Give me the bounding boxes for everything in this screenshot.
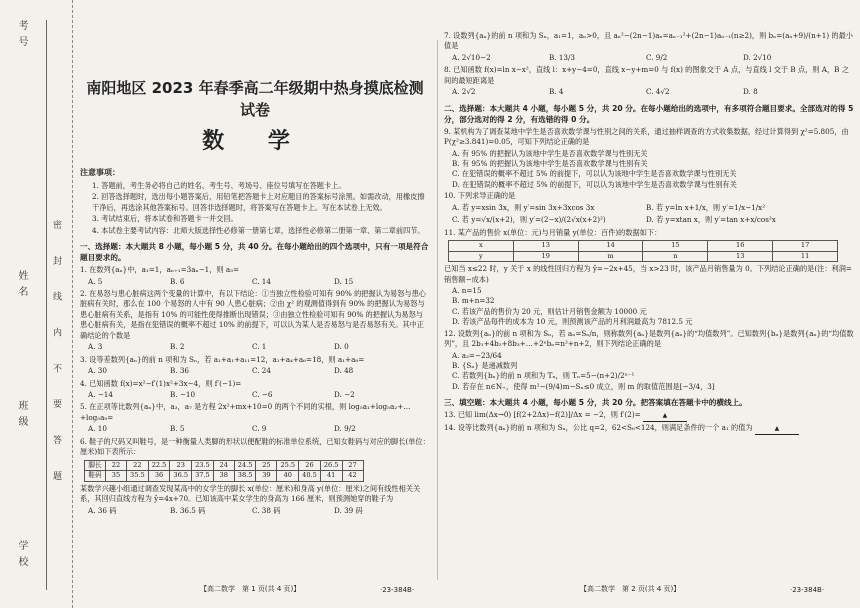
option: B. 若 y=ln x+1/x，则 y′=1/x−1/x² (646, 202, 766, 212)
table-row-label: x (449, 241, 514, 252)
table-cell: 38 (213, 471, 234, 482)
option: A. n=15 (452, 285, 482, 295)
option: A. a₃=−23/64 (452, 350, 502, 360)
right-column (444, 0, 854, 608)
option: D. 0 (334, 342, 349, 352)
option: B. 36 (170, 366, 189, 376)
table-cell: 38.5 (234, 471, 256, 482)
question-13 (444, 410, 854, 422)
question-13-text: 13. 已知 lim(Δx→0) [f(2+2Δx)−f(2)]/Δx = −2，则 f′(2)= (444, 410, 641, 420)
exam-title: 南阳地区 2023 年春季高二年级期中热身摸底检测试卷 (86, 79, 424, 119)
exam-subject: 数 学 (202, 128, 308, 154)
seal-line (46, 20, 47, 590)
table-cell: 24 (213, 460, 234, 471)
option: B. 5 (170, 424, 185, 434)
question-2: 2. 在易怒与患心脏病这两个变量的计算中，有以下结论：①当独立性检验可知有 90% 的把握认为易怒与患心脏病有关时，那么在 100 个易怒的人中有 90 人患心脏病；②由 χ² 的观测值得到有 90% 的把握认为易怒与患心脏病有关系，是指有 10% 的可能性使得推断出现错误；③由独立性检验可知有 90% 的把握认为易怒与患心脏病有关，是指在犯错误的概率不超过 10% 的前提下，可以认为某人是否易怒与是否易怒有关。其中正确结论的个数是 (80, 289, 426, 340)
option: A. 若 y=xsin 3x，则 y′=sin 3x+3xcos 3x (452, 202, 595, 212)
table-cell: 16 (708, 241, 773, 252)
shoe-size-table (84, 460, 364, 482)
question-14-text: 14. 设等比数列{aₙ}的前 n 项和为 Sₙ，公比 q=2，62<S₆<124，则满足条件的一个 a₁ 的值为 (444, 423, 753, 433)
option: D. 48 (334, 366, 354, 376)
table-cell: 17 (773, 241, 838, 252)
table-cell: n (643, 251, 708, 262)
question-7-options (452, 53, 840, 63)
option: A. −14 (88, 389, 113, 399)
table-cell: 23.5 (192, 460, 214, 471)
option: D. 2√10 (743, 52, 772, 62)
option: B. m+n=32 (452, 296, 495, 306)
table-row-label: 脚长 (85, 460, 106, 471)
table-cell: 41 (320, 471, 342, 482)
option: C. 38 码 (252, 505, 281, 515)
question-6-options (88, 506, 416, 516)
table-cell: 22 (127, 460, 149, 471)
option: B. 6 (170, 276, 185, 286)
paper-code: ·23-384B· (380, 586, 415, 594)
table-cell: 26 (299, 460, 321, 471)
blank-marker: ▲ (774, 425, 780, 433)
option: B. −10 (170, 389, 196, 399)
page-footer: 【高二数学 第 1 页(共 4 页)】 (200, 585, 301, 593)
blank-marker: ▲ (662, 412, 668, 420)
question-3: 3. 设等差数列{aₙ}的前 n 项和为 Sₙ，若 a₁+a₁+a₁₁=12，a₁+a₄+a₆=18，则 a₁+a₈= (80, 354, 365, 364)
table-row (449, 251, 838, 262)
question-2-options (88, 342, 416, 352)
option: C. 14 (252, 276, 271, 286)
column-divider (437, 40, 438, 580)
table-cell: m (578, 251, 643, 262)
question-4-options (88, 390, 416, 400)
question-10-options-ab (452, 203, 840, 213)
section-heading: 一、选择题：本大题共 8 小题，每小题 5 分，共 40 分。在每小题给出的四个选项中，只有一项是符合题目要求的。 (80, 242, 429, 263)
left-column (80, 0, 430, 608)
table-row (449, 241, 838, 252)
table-cell: 13 (708, 251, 773, 262)
question-8-options (452, 87, 840, 97)
table-cell: 40.5 (299, 471, 321, 482)
option: B. 2 (170, 342, 185, 352)
option: A. 36 码 (88, 505, 117, 515)
table-cell: 22 (106, 460, 127, 471)
price-sales-table (448, 240, 838, 262)
option: A. 10 (88, 424, 107, 434)
option: B. 13/3 (549, 52, 575, 62)
table-cell: 36 (148, 471, 170, 482)
table-cell: 37.5 (192, 471, 214, 482)
table-cell: 13 (513, 241, 578, 252)
exam-no-label: 考号 (16, 20, 27, 52)
section-heading: 三、填空题：本大题共 4 小题，每小题 5 分，共 20 分。把答案填在答题卡中的横线上。 (444, 398, 747, 408)
option: D. 若 y=xtan x，则 y′=tan x+x/cos²x (646, 215, 776, 225)
option: C. 在犯错误的概率不超过 5% 的前提下，可以认为该地中学生是否喜欢数学课与性别无关 (452, 169, 737, 179)
question-1-options (88, 277, 416, 287)
option: D. 8 (743, 87, 758, 97)
option: A. 有 95% 的把握认为该地中学生是否喜欢数学课与性别无关 (452, 148, 648, 158)
section-heading: 二、选择题：本大题共 4 小题，每小题 5 分，共 20 分。在每小题给出的选项中，有多项符合题目要求。全部选对的得 5 分，部分选对的得 2 分，有选错的得 0 分。 (444, 103, 854, 124)
table-cell: 24.5 (234, 460, 256, 471)
option: C. 9 (252, 424, 267, 434)
option: A. 5 (88, 276, 103, 286)
note-item: 3. 考试结束后，将本试卷和答题卡一并交回。 (92, 214, 238, 224)
option: D. 若该产品每件的成本为 10 元，则预测该产品的月利润最高为 7812.5 元 (452, 317, 693, 327)
table-cell: 36.5 (170, 471, 192, 482)
table-cell: 19 (513, 251, 578, 262)
answer-blank (643, 410, 687, 422)
option: A. 2√10−2 (452, 52, 491, 62)
option: B. {Sₙ} 是递减数列 (452, 361, 518, 371)
question-12: 12. 设数列{aₙ}的前 n 项和为 Sₙ，若 aₙ=Sₙ/n，则称数列{aₙ}是数列{aₙ}的“均值数列”。已知数列{bₙ}是数列{aₙ}的“均值数列”，且 2b₁+4b₂+8b₃+…+2ⁿbₙ=n²+n+2，则下列结论正确的是 (444, 328, 854, 349)
option: D. 若存在 n∈N₊，使得 m²−(9/4)m−Sₙ≤0 成立，则 m 的取值范围是[−3/4，3] (452, 381, 715, 391)
school-label: 学校 (16, 540, 27, 572)
table-cell: 27 (342, 460, 363, 471)
table-cell: 40 (277, 471, 299, 482)
page-footer: 【高二数学 第 2 页(共 4 页)】 (580, 585, 681, 593)
question-1: 1. 在数列{aₙ}中，a₁=1，aₙ₊₁=3aₙ−1，则 a₃= (80, 265, 240, 275)
option: C. 若数列{bₙ}的前 n 项和为 Tₙ，则 Tₙ=5−(n+2)/2ⁿ⁻¹ (452, 371, 635, 381)
answer-blank (755, 423, 799, 435)
table-cell: 25.5 (277, 460, 299, 471)
table-cell: 23 (170, 460, 192, 471)
table-cell: 26.5 (320, 460, 342, 471)
option: A. 2√2 (452, 87, 476, 97)
binding-strip (0, 0, 73, 608)
table-cell: 25 (256, 460, 277, 471)
name-label: 姓名 (16, 270, 27, 302)
note-item: 4. 本试卷主要考试内容：北师大版选择性必修第一册第七章，选择性必修第二册第一章、第二章前四节。 (92, 225, 425, 235)
question-9: 9. 某机构为了调查某地中学生是否喜欢数学课与性别之间的关系，通过抽样调查的方式收集数据，经过计算得到 χ²=5.805，由 P(χ²≥3.841)=0.05，可知下列结论正确的是 (444, 126, 849, 147)
option: B. 36.5 码 (170, 505, 206, 515)
option: C. 若 y=√x/(x+2)，则 y′=(2−x)/(2√x(x+2)²) (452, 215, 606, 225)
table-cell: 42 (342, 471, 363, 482)
question-11-continued: 已知当 x≤22 时，y 关于 x 的线性回归方程为 ŷ=−2x+45，当 x>23 时，该产品月销售量为 0。下列结论正确的是(注：利润=销售额−成本) (444, 264, 852, 284)
option: B. 4 (549, 87, 564, 97)
option: D. 9/2 (334, 424, 356, 434)
question-4: 4. 已知函数 f(x)=x²−f′(1)x²+3x−4，则 f′(−1)= (80, 378, 242, 388)
notes-heading: 注意事项： (80, 168, 120, 178)
option: B. 有 95% 的把握认为该地中学生是否喜欢数学课与性别有关 (452, 158, 648, 168)
question-6: 6. 鞋子的尺码又叫鞋号，是一种衡量人类脚的形状以便配鞋的标准单位系统，已知女鞋码与对应的脚长(单位：厘米)如下表所示： (80, 436, 430, 457)
option: D. 在犯错误的概率不超过 5% 的前提下，可以认为该地中学生是否喜欢数学课与性别有关 (452, 179, 737, 189)
table-cell: 35.5 (127, 471, 149, 482)
table-cell: 15 (643, 241, 708, 252)
option: C. 9/2 (646, 52, 668, 62)
question-14 (444, 423, 854, 435)
question-5: 5. 在正项等比数列{aₙ}中，a₃，a₇ 是方程 2x²+mx+10=0 的两个不同的实根，则 log₅a₁+log₅a₂+…+log₅a₉= (80, 402, 411, 422)
option: C. −6 (252, 389, 273, 399)
question-3-options (88, 366, 416, 376)
table-row-label: 鞋码 (85, 471, 106, 482)
question-5-options (88, 424, 416, 434)
note-item: 1. 答题前，考生务必将自己的姓名、考生号、考场号、座位号填写在答题卡上。 (92, 180, 346, 190)
option: D. 15 (334, 276, 354, 286)
option: A. 30 (88, 366, 107, 376)
question-11: 11. 某产品的售价 x(单位：元)与月销量 y(单位：百件)的数据如下： (444, 227, 662, 237)
class-label: 班级 (16, 400, 27, 432)
option: A. 3 (88, 342, 103, 352)
table-cell: 35 (106, 471, 127, 482)
option: C. 1 (252, 342, 267, 352)
table-row (85, 460, 364, 471)
question-10: 10. 下列求导正确的是 (444, 191, 516, 201)
table-row-label: y (449, 251, 514, 262)
table-cell: 22.5 (148, 460, 170, 471)
option: C. 24 (252, 366, 271, 376)
table-row (85, 471, 364, 482)
seal-line-text: 密 封 线 内 不 要 答 题 (51, 220, 61, 493)
table-cell: 39 (256, 471, 277, 482)
option: D. −2 (334, 389, 355, 399)
table-cell: 14 (578, 241, 643, 252)
question-6-continued: 某数学兴趣小组通过调查发现某高中的女学生的脚长 x(单位：厘米)和身高 y(单位：厘米)之间有线性相关关系，其回归直线方程为 ŷ=4x+70。已知该高中某女学生的身高为 166 厘米，则预测她穿的鞋子为 (80, 483, 421, 504)
question-8: 8. 已知函数 f(x)=ln x−x²，直线 l：x+y−4=0，直线 x−y+m=0 与 f(x) 的图象交于 A 点，与直线 l 交于 B 点，则 A，B 之间的最短距离是 (444, 65, 849, 85)
table-cell: 11 (773, 251, 838, 262)
option: C. 4√2 (646, 87, 670, 97)
option: C. 若该产品的售价为 20 元，则估计月销售金额为 10000 元 (452, 306, 647, 316)
question-10-options-cd (452, 215, 840, 225)
option: D. 39 码 (334, 505, 363, 515)
question-7: 7. 设数列{aₙ}的前 n 项和为 Sₙ，a₁=1，aₙ>0，且 aₙ²−(2n−1)aₙ=aₙ₋₁²+(2n−1)aₙ₋₁(n≥2)，则 bₙ=(aₙ+9)/(n+1) 的最小值是 (444, 31, 853, 51)
paper-code: ·23-384B· (790, 586, 825, 594)
note-item: 2. 回答选择题时，选出每小题答案后，用铅笔把答题卡上对应题目的答案标号涂黑。如需改动，用橡皮擦干净后，再选涂其他答案标号。回答非选择题时，将答案写在答题卡上。写在本试卷上无效。 (92, 192, 425, 212)
